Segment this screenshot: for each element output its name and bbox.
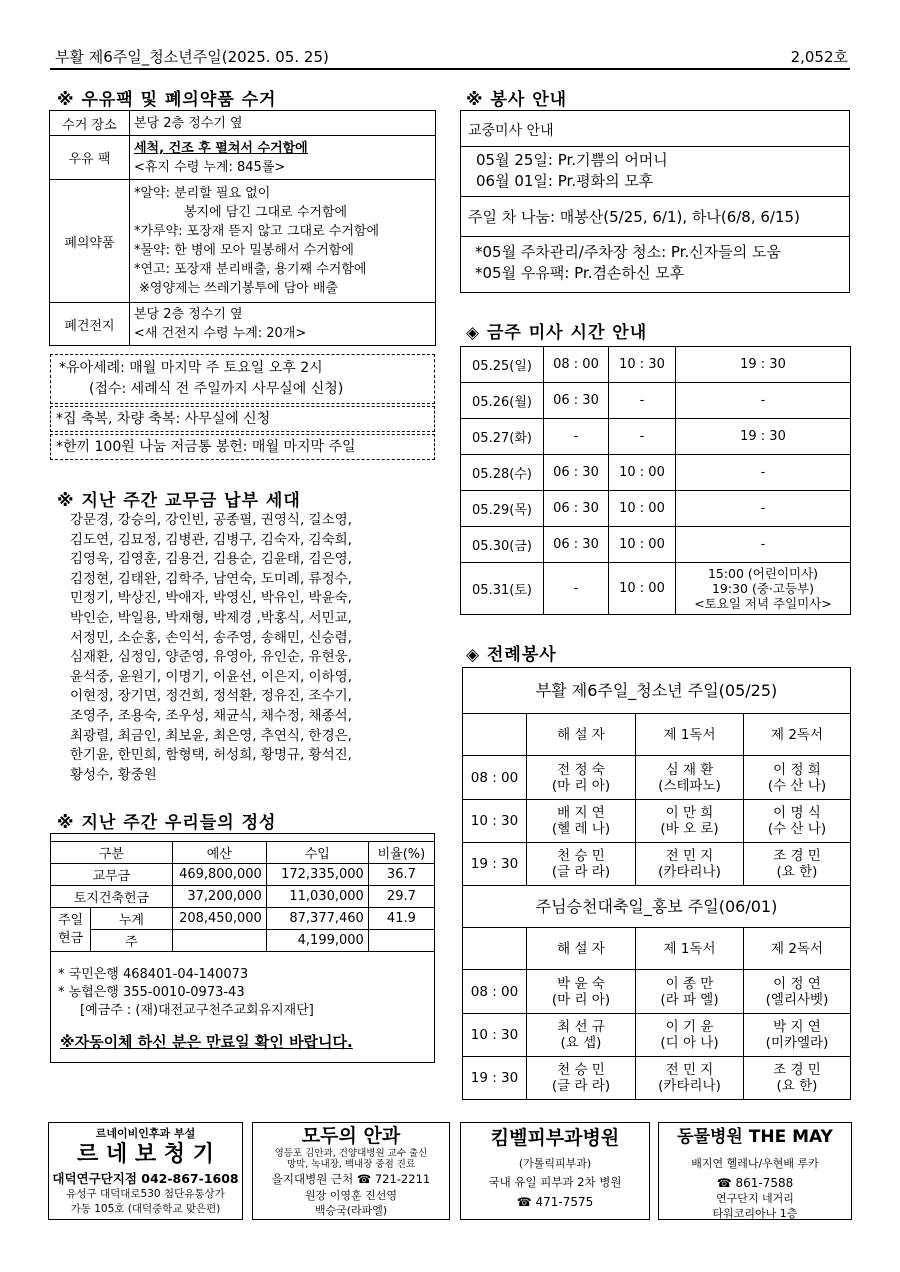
finance-dues-label: 교무금	[51, 864, 173, 886]
finance-dues-ratio: 36.7	[368, 864, 434, 886]
bank-info	[58, 966, 314, 1020]
milk-row-place	[50, 111, 436, 136]
liturgy-reader2	[744, 1014, 851, 1057]
ad-line: 원장 이영훈 진선영	[304, 1189, 397, 1202]
mass-time-1: 06 : 30	[544, 383, 609, 419]
finance-dues-budget: 469,800,000	[172, 864, 266, 886]
baptismal-name: (라 파 엘)	[660, 991, 719, 1008]
battery-place: 본당 2층 정수기 옆	[134, 307, 243, 322]
mass-time-3: -	[676, 455, 851, 491]
mass-time-2: 10 : 30	[609, 347, 676, 383]
mass-date: 05.30(금)	[461, 527, 544, 563]
liturgy-reader1	[636, 970, 744, 1014]
baptismal-name: (스테파노)	[658, 777, 721, 794]
person-name: 전 민 지	[665, 848, 714, 864]
finance-building-label: 토지건축헌금	[51, 886, 173, 908]
liturgy-commentator	[527, 756, 636, 800]
ad-line: 연구단지 네거리	[716, 1192, 794, 1205]
service-box	[460, 110, 850, 293]
liturgy-caption: 부활 제6주일_청소년 주일(05/25)	[463, 668, 851, 714]
finance-sunday-label-b: 현금	[57, 930, 84, 946]
baptismal-name: (카타리나)	[658, 1078, 721, 1094]
baptismal-name: (글 라 라)	[551, 1078, 611, 1094]
baptismal-name: (요 한)	[776, 1078, 818, 1094]
mass-date: 05.28(수)	[461, 455, 544, 491]
mass-time-1: 06 : 30	[544, 455, 609, 491]
autopay-notice: ※자동이체 하신 분은 만료일 확인 바랍니다.	[60, 1033, 353, 1051]
mass-date: 05.27(화)	[461, 419, 544, 455]
finance-row-sunday-total	[51, 908, 435, 930]
battery-total: <새 건전지 수령 누계: 20개>	[134, 326, 307, 341]
liturgy-time: 08 : 00	[463, 970, 527, 1014]
medicine-line: *가루약: 포장재 뜯지 않고 그대로 수거함에	[134, 224, 380, 239]
person-name: 최 선 규	[557, 1019, 605, 1035]
finance-section-title: ※ 지난 주간 우리들의 정성	[57, 813, 277, 833]
notice-baptism-line: (접수: 세례식 전 주일까지 사무실에 신청)	[89, 381, 344, 397]
baptismal-name: (마 리 아)	[551, 777, 611, 794]
liturgy-title: ◈ 전례봉사	[466, 645, 557, 665]
liturgy-reader2	[744, 800, 851, 843]
ad-eye-clinic	[252, 1122, 450, 1220]
mass-date: 05.26(월)	[461, 383, 544, 419]
service-may-line: *05월 우유팩: Pr.겸손하신 모후	[475, 264, 685, 282]
ad-line: 르네이비인후과 부설	[95, 1127, 196, 1140]
ad-name: 르 네 보 청 기	[77, 1142, 214, 1167]
mass-time-2: 10 : 00	[609, 491, 676, 527]
liturgy-time: 10 : 30	[463, 1014, 527, 1057]
liturgy-reader1	[636, 1014, 744, 1057]
liturgy-time: 08 : 00	[463, 756, 527, 800]
person-name: 이 명 식	[773, 805, 821, 821]
liturgy-table	[462, 667, 851, 1100]
mass-time-1: -	[544, 563, 609, 615]
mass-time-2: -	[609, 383, 676, 419]
liturgy-row	[463, 756, 851, 800]
dues-line: 조영주, 조용숙, 조우성, 채균식, 채수정, 채종석,	[70, 707, 352, 724]
ad-line: 영등포 김안과, 건양대병원 교수 출신	[274, 1148, 428, 1159]
liturgy-commentator	[527, 800, 636, 843]
dues-line: 강문경, 강승의, 강인빈, 공종필, 권영식, 길소영,	[70, 512, 352, 528]
person-name: 천 승 민	[557, 1062, 605, 1078]
medicine-line: ※영양제는 쓰레기봉투에 담아 배출	[139, 281, 339, 296]
sunday-share: 주일 차 나눔: 매봉산(5/25, 6/1), 하나(6/8, 6/15)	[468, 208, 800, 226]
mass-time-1: 06 : 30	[544, 527, 609, 563]
dues-section-title: ※ 지난 주간 교무금 납부 세대	[57, 491, 301, 511]
person-name: 이 기 윤	[665, 1019, 714, 1035]
notice-blessing-line: *집 축복, 차량 축복: 사무실에 신청	[56, 411, 271, 427]
finance-sunday-label	[51, 908, 91, 952]
finance-row-building	[51, 886, 435, 908]
ad-animal-hospital	[658, 1122, 852, 1220]
mass-date: 05.25(일)	[461, 347, 544, 383]
person-name: 심 재 환	[665, 761, 714, 778]
service-mass-line: 06월 01일: Pr.평화의 모후	[476, 172, 654, 190]
ad-line: 백승국(라파엘)	[314, 1204, 388, 1217]
finance-col-budget: 예산	[172, 842, 266, 864]
person-name: 조 경 민	[773, 1062, 821, 1078]
milk-pack-total: <휴지 수령 누계: 845롤>	[134, 159, 286, 175]
saturday-mass-line: 19:30 (중·고등부)	[711, 581, 815, 596]
finance-building-budget: 37,200,000	[172, 886, 266, 908]
finance-sunday-income: 87,377,460	[266, 908, 368, 930]
liturgy-reader2	[744, 1057, 851, 1100]
baptismal-name: (요 셉)	[560, 1035, 602, 1051]
service-may-line: *05월 주차관리/주차장 청소: Pr.신자들의 도움	[475, 243, 781, 261]
mass-row	[461, 563, 851, 615]
liturgy-commentator	[527, 1014, 636, 1057]
bank-holder: [예금주 : (재)대전교구천주교회유지재단]	[80, 1003, 314, 1018]
liturgy-time: 19 : 30	[463, 843, 527, 886]
ad-dermatology	[460, 1122, 650, 1220]
saturday-mass-line: 15:00 (어린이미사)	[707, 566, 819, 581]
liturgy-row	[463, 970, 851, 1014]
dues-line: 황성수, 황중원	[70, 766, 157, 783]
milk-label-pack: 우유 팩	[50, 136, 130, 180]
mass-time-2: 10 : 00	[609, 527, 676, 563]
service-section-title: ※ 봉사 안내	[466, 90, 568, 110]
mass-time-3: 19 : 30	[676, 419, 851, 455]
notice-blessing	[50, 406, 435, 432]
mass-time-1: 06 : 30	[544, 491, 609, 527]
milk-section-title: ※ 우유팩 및 폐의약품 수거	[57, 90, 277, 110]
liturgy-time: 19 : 30	[463, 1057, 527, 1100]
milk-table	[49, 110, 436, 346]
liturgy-header-row	[463, 928, 851, 970]
ad-line: 유성구 대덕대로530 첨단유통상가	[66, 1188, 225, 1200]
mass-times-table	[460, 346, 851, 615]
finance-col-category: 구분	[51, 842, 173, 864]
service-may-lines	[475, 242, 781, 284]
baptismal-name: (바 오 로)	[660, 821, 719, 837]
finance-sunday-sub-week: 주	[91, 930, 173, 952]
ad-line: 가동 105호 (대덕중학교 맞은편)	[70, 1203, 221, 1215]
liturgy-reader2	[744, 970, 851, 1014]
milk-pack-instruction: 세척, 건조 후 펼쳐서 수거함에	[134, 140, 308, 156]
finance-sunday-label-a: 주일	[57, 912, 84, 928]
liturgy-row	[463, 1057, 851, 1100]
mass-row	[461, 527, 851, 563]
liturgy-caption: 주님승천대축일_홍보 주일(06/01)	[463, 886, 851, 928]
milk-label-medicine: 폐의약품	[50, 180, 130, 303]
person-name: 배 지 연	[557, 805, 605, 821]
baptismal-name: (수 산 나)	[767, 777, 827, 794]
liturgy-reader1	[636, 1057, 744, 1100]
medicine-line: 봉지에 담긴 그대로 수거함에	[184, 205, 348, 220]
mass-time-3-saturday	[676, 563, 851, 615]
dues-line: 서정민, 소순홍, 손익석, 송주영, 송해민, 신승렴,	[70, 629, 352, 646]
dues-line: 민정기, 박상진, 박애자, 박영신, 박유인, 박윤숙,	[70, 590, 352, 607]
notice-baptism-line: *유아세례: 매월 마지막 주 토요일 오후 2시	[59, 360, 323, 376]
finance-row-dues	[51, 864, 435, 886]
finance-sunday-week-income: 4,199,000	[266, 930, 368, 952]
mass-time-3: -	[676, 491, 851, 527]
dues-line: 최광렬, 최금인, 최보윤, 최은영, 추연식, 한경은,	[70, 727, 352, 744]
milk-row-pack	[50, 136, 436, 180]
baptismal-name: (마 리 아)	[551, 991, 611, 1008]
ad-line: ☎ 471-7575	[516, 1195, 594, 1209]
person-name: 이 정 연	[773, 975, 821, 992]
finance-building-income: 11,030,000	[266, 886, 368, 908]
finance-sunday-week-budget	[172, 930, 266, 952]
finance-sunday-ratio: 41.9	[368, 908, 434, 930]
finance-col-income: 수입	[266, 842, 368, 864]
liturgy-header-reading2: 제 2독서	[744, 928, 851, 970]
dues-line: 박인순, 박일용, 박재형, 박제경 ,박홍식, 서민교,	[70, 609, 352, 626]
baptismal-name: (디 아 나)	[660, 1035, 719, 1051]
person-name: 이 종 만	[665, 975, 714, 992]
baptismal-name: (요 한)	[776, 864, 818, 880]
service-mass-line: 05월 25일: Pr.기쁨의 어머니	[476, 151, 668, 169]
liturgy-commentator	[527, 970, 636, 1014]
dues-line: 김영욱, 김영훈, 김용건, 김용순, 김윤태, 김은영,	[70, 551, 352, 568]
issue-number: 2,052호	[790, 48, 848, 66]
person-name: 이 정 희	[773, 761, 821, 778]
liturgy-header-reading2: 제 2독서	[744, 714, 851, 756]
mass-date: 05.29(목)	[461, 491, 544, 527]
liturgy-reader1	[636, 800, 744, 843]
liturgy-header-row	[463, 714, 851, 756]
liturgy-header-empty	[463, 928, 527, 970]
service-mass-lines	[476, 150, 668, 192]
liturgy-caption-row	[463, 886, 851, 928]
dues-line: 한기윤, 한민희, 함형택, 허성희, 황명규, 황석진,	[70, 747, 352, 764]
baptismal-name: (엘리사벳)	[765, 991, 829, 1008]
person-name: 이 만 희	[665, 805, 714, 821]
mass-time-2: -	[609, 419, 676, 455]
dues-line: 김도연, 김묘정, 김병관, 김병구, 김숙자, 김숙희,	[70, 531, 352, 548]
baptismal-name: (헬 레 나)	[551, 821, 611, 837]
finance-dues-income: 172,335,000	[266, 864, 368, 886]
service-divider	[461, 146, 849, 147]
dues-line: 이현정, 장기면, 정건희, 정석환, 정유진, 조수기,	[70, 688, 352, 705]
mass-time-1: -	[544, 419, 609, 455]
finance-table	[50, 841, 435, 952]
notice-donation-line: *한끼 100원 나눔 저금통 봉헌: 매월 마지막 주일	[56, 439, 356, 455]
liturgy-header-empty	[463, 714, 527, 756]
liturgy-header-reading1: 제 1독서	[636, 928, 744, 970]
liturgy-caption-row	[463, 668, 851, 714]
dues-line: 심재환, 심정임, 양준영, 유영아, 유인순, 유현웅,	[70, 649, 352, 666]
liturgy-row	[463, 1014, 851, 1057]
milk-label-place: 수거 장소	[50, 111, 130, 136]
baptismal-name: (카타리나)	[658, 864, 721, 880]
baptismal-name: (글 라 라)	[551, 864, 611, 880]
medicine-line: *연고: 포장재 분리배출, 용기째 수거함에	[134, 262, 367, 277]
ad-name: 킴벨피부과병원	[490, 1127, 620, 1149]
milk-row-medicine	[50, 180, 436, 303]
liturgy-reader1	[636, 843, 744, 886]
ad-line: 대덕연구단지점 042-867-1608	[52, 1171, 239, 1186]
liturgy-time: 10 : 30	[463, 800, 527, 843]
mass-time-3: 19 : 30	[676, 347, 851, 383]
ad-line: 망막, 녹내장, 백내장 중점 진료	[286, 1159, 416, 1170]
finance-building-ratio: 29.7	[368, 886, 434, 908]
finance-header-row	[51, 842, 435, 864]
liturgy-reader2	[744, 756, 851, 800]
service-subtitle: 교중미사 안내	[468, 123, 554, 139]
mass-date: 05.31(토)	[461, 563, 544, 615]
mass-time-2: 10 : 00	[609, 455, 676, 491]
mass-row	[461, 455, 851, 491]
ad-name: 모두의 안과	[301, 1125, 401, 1147]
person-name: 박 윤 숙	[557, 975, 605, 992]
milk-row-battery	[50, 303, 436, 346]
milk-label-battery: 폐건전지	[50, 303, 130, 346]
person-name: 조 경 민	[773, 848, 821, 864]
header-divider	[50, 68, 850, 70]
mass-time-1: 08 : 00	[544, 347, 609, 383]
mass-row	[461, 383, 851, 419]
medicine-line: *알약: 분리할 필요 없이	[134, 186, 271, 201]
ad-line: 국내 유일 피부과 2차 병원	[488, 1175, 622, 1189]
ad-name: 동물병원 THE MAY	[677, 1127, 833, 1147]
bank-nh: * 농협은행 355-0010-0973-43	[58, 985, 245, 1000]
ad-hearing-aid	[48, 1122, 243, 1220]
finance-sunday-week-ratio	[368, 930, 434, 952]
baptismal-name: (미카엘라)	[765, 1035, 829, 1051]
ad-line: 을지대병원 근처 ☎ 721-2211	[271, 1172, 431, 1186]
mass-time-3: -	[676, 527, 851, 563]
notice-baptism	[50, 354, 435, 404]
liturgy-row	[463, 843, 851, 886]
bank-kb: * 국민은행 468401-04-140073	[58, 967, 249, 982]
bulletin-title: 부활 제6주일_청소년주일(2025. 05. 25)	[55, 48, 329, 66]
person-name: 전 민 지	[665, 1062, 714, 1078]
dues-line: 김정현, 김태완, 김학주, 남연숙, 도미례, 류정수,	[70, 570, 352, 587]
finance-sunday-budget: 208,450,000	[172, 908, 266, 930]
service-divider	[461, 236, 849, 237]
mass-row	[461, 491, 851, 527]
ad-line: ☎ 861-7588	[716, 1176, 794, 1190]
mass-row	[461, 347, 851, 383]
person-name: 천 승 민	[557, 848, 605, 864]
liturgy-header-reading1: 제 1독서	[636, 714, 744, 756]
ad-line: (가톨릭피부과)	[518, 1157, 592, 1170]
ad-line: 배지연 헬레나/우현배 루카	[691, 1157, 819, 1170]
medicine-line: *물약: 한 병에 모아 밀봉해서 수거함에	[134, 243, 354, 258]
mass-time-2: 10 : 00	[609, 563, 676, 615]
baptismal-name: (수 산 나)	[767, 821, 827, 837]
milk-place-text: 본당 2층 정수기 옆	[134, 115, 243, 131]
mass-row	[461, 419, 851, 455]
mass-times-title: ◈ 금주 미사 시간 안내	[466, 323, 648, 343]
mass-time-3: -	[676, 383, 851, 419]
liturgy-commentator	[527, 1057, 636, 1100]
liturgy-header-commentator: 해 설 자	[527, 714, 636, 756]
liturgy-reader1	[636, 756, 744, 800]
notice-donation	[50, 434, 435, 460]
liturgy-row	[463, 800, 851, 843]
liturgy-commentator	[527, 843, 636, 886]
liturgy-reader2	[744, 843, 851, 886]
finance-col-ratio: 비율(%)	[368, 842, 434, 864]
finance-sunday-sub-total: 누계	[91, 908, 173, 930]
ad-line: 타워코리아나 1층	[712, 1207, 798, 1220]
dues-name-list	[70, 511, 352, 785]
service-divider	[461, 196, 849, 197]
saturday-mass-line: <토요일 저녁 주일미사>	[694, 596, 832, 611]
finance-row-sunday-week	[51, 930, 435, 952]
person-name: 박 지 연	[773, 1019, 821, 1035]
liturgy-header-commentator: 해 설 자	[527, 928, 636, 970]
dues-line: 윤석중, 윤원기, 이명기, 이윤선, 이은지, 이하영,	[70, 668, 352, 685]
person-name: 전 정 숙	[557, 761, 605, 778]
